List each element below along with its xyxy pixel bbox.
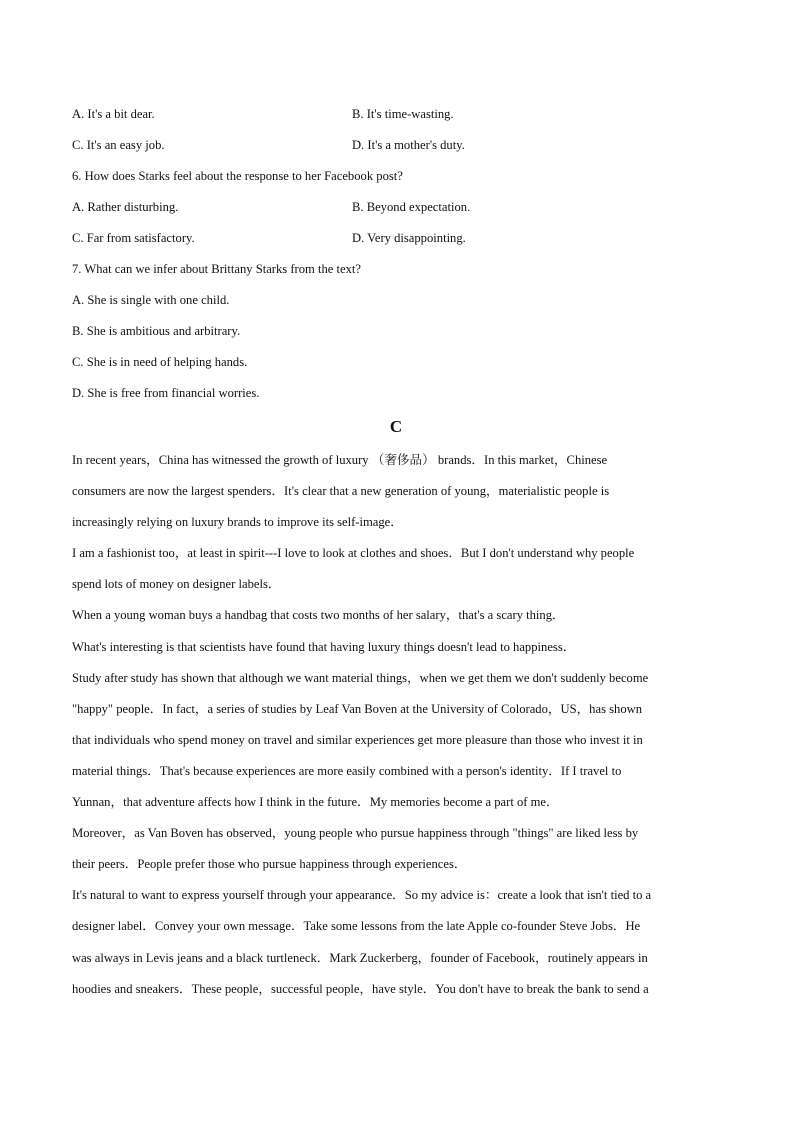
q7-option-b: B. She is ambitious and arbitrary. xyxy=(72,324,241,338)
passage-line: Moreover，as Van Boven has observed，young people who pursue happiness through "things" are liked less by xyxy=(72,826,639,841)
q5-option-d: D. It's a mother's duty. xyxy=(352,138,465,152)
passage-line: that individuals who spend money on travel and similar experiences get more pleasure than those who invest it in xyxy=(72,732,643,747)
q6-options-row-2 xyxy=(72,223,720,254)
passage-line: It's natural to want to express yourself through your appearance．So my advice is：create a look that isn't tied to a xyxy=(72,888,652,903)
q6-option-b: B. Beyond expectation. xyxy=(352,200,471,214)
passage-line: When a young woman buys a handbag that costs two months of her salary，that's a scary thing． xyxy=(72,608,565,623)
q6-option-a: A. Rather disturbing. xyxy=(72,200,179,214)
passage-line: Yunnan，that adventure affects how I think in the future．My memories become a part of me． xyxy=(72,795,559,810)
q6-question: 6. How does Starks feel about the response to her Facebook post? xyxy=(72,169,403,183)
section-c-passage xyxy=(72,445,720,1005)
document-page xyxy=(72,99,720,1005)
q5-option-a: A. It's a bit dear. xyxy=(72,107,155,121)
passage-line: In recent years，China has witnessed the growth of luxury （奢侈品） brands．In this market，Chinese xyxy=(72,453,608,467)
passage-line: hoodies and sneakers．These people，successful people，have style．You don't have to break the bank to send a xyxy=(72,981,649,996)
passage-line: their peers．People prefer those who pursue happiness through experiences． xyxy=(72,857,467,872)
passage-line: Study after study has shown that although we want material things，when we get them we don't suddenly become xyxy=(72,670,649,685)
q5-option-b: B. It's time-wasting. xyxy=(352,107,454,121)
q6-option-c: C. Far from satisfactory. xyxy=(72,231,195,245)
passage-line: increasingly relying on luxury brands to improve its self-image． xyxy=(72,515,403,530)
q6-option-d: D. Very disappointing. xyxy=(352,231,466,245)
passage-line: designer label．Convey your own message．Take some lessons from the late Apple co-founder Steve Jobs．He xyxy=(72,919,641,934)
passage-line: spend lots of money on designer labels． xyxy=(72,577,281,592)
q5-option-c: C. It's an easy job. xyxy=(72,138,165,152)
passage-line: I am a fashionist too，at least in spirit---I love to look at clothes and shoes．But I don't understand why people xyxy=(72,546,635,561)
section-c-title: C xyxy=(389,417,403,436)
q6-options-row-1 xyxy=(72,192,720,223)
passage-line: was always in Levis jeans and a black turtleneck．Mark Zuckerberg，founder of Facebook，routinely appears in xyxy=(72,950,648,965)
passage-line: What's interesting is that scientists have found that having luxury things doesn't lead to happiness． xyxy=(72,639,576,654)
passage-line: consumers are now the largest spenders．It's clear that a new generation of young，materialistic people is xyxy=(72,484,610,499)
passage-line: material things．That's because experiences are more easily combined with a person's identity．If I travel to xyxy=(72,763,622,778)
q7-option-d: D. She is free from financial worries. xyxy=(72,386,260,400)
q5-options-row-1 xyxy=(72,99,720,130)
q7-question: 7. What can we infer about Brittany Starks from the text? xyxy=(72,262,361,276)
q7-option-a: A. She is single with one child. xyxy=(72,293,230,307)
q7-option-c: C. She is in need of helping hands. xyxy=(72,355,248,369)
passage-line: "happy" people．In fact，a series of studies by Leaf Van Boven at the University of Colorado，US，has shown xyxy=(72,701,643,716)
q5-options-row-2 xyxy=(72,130,720,161)
